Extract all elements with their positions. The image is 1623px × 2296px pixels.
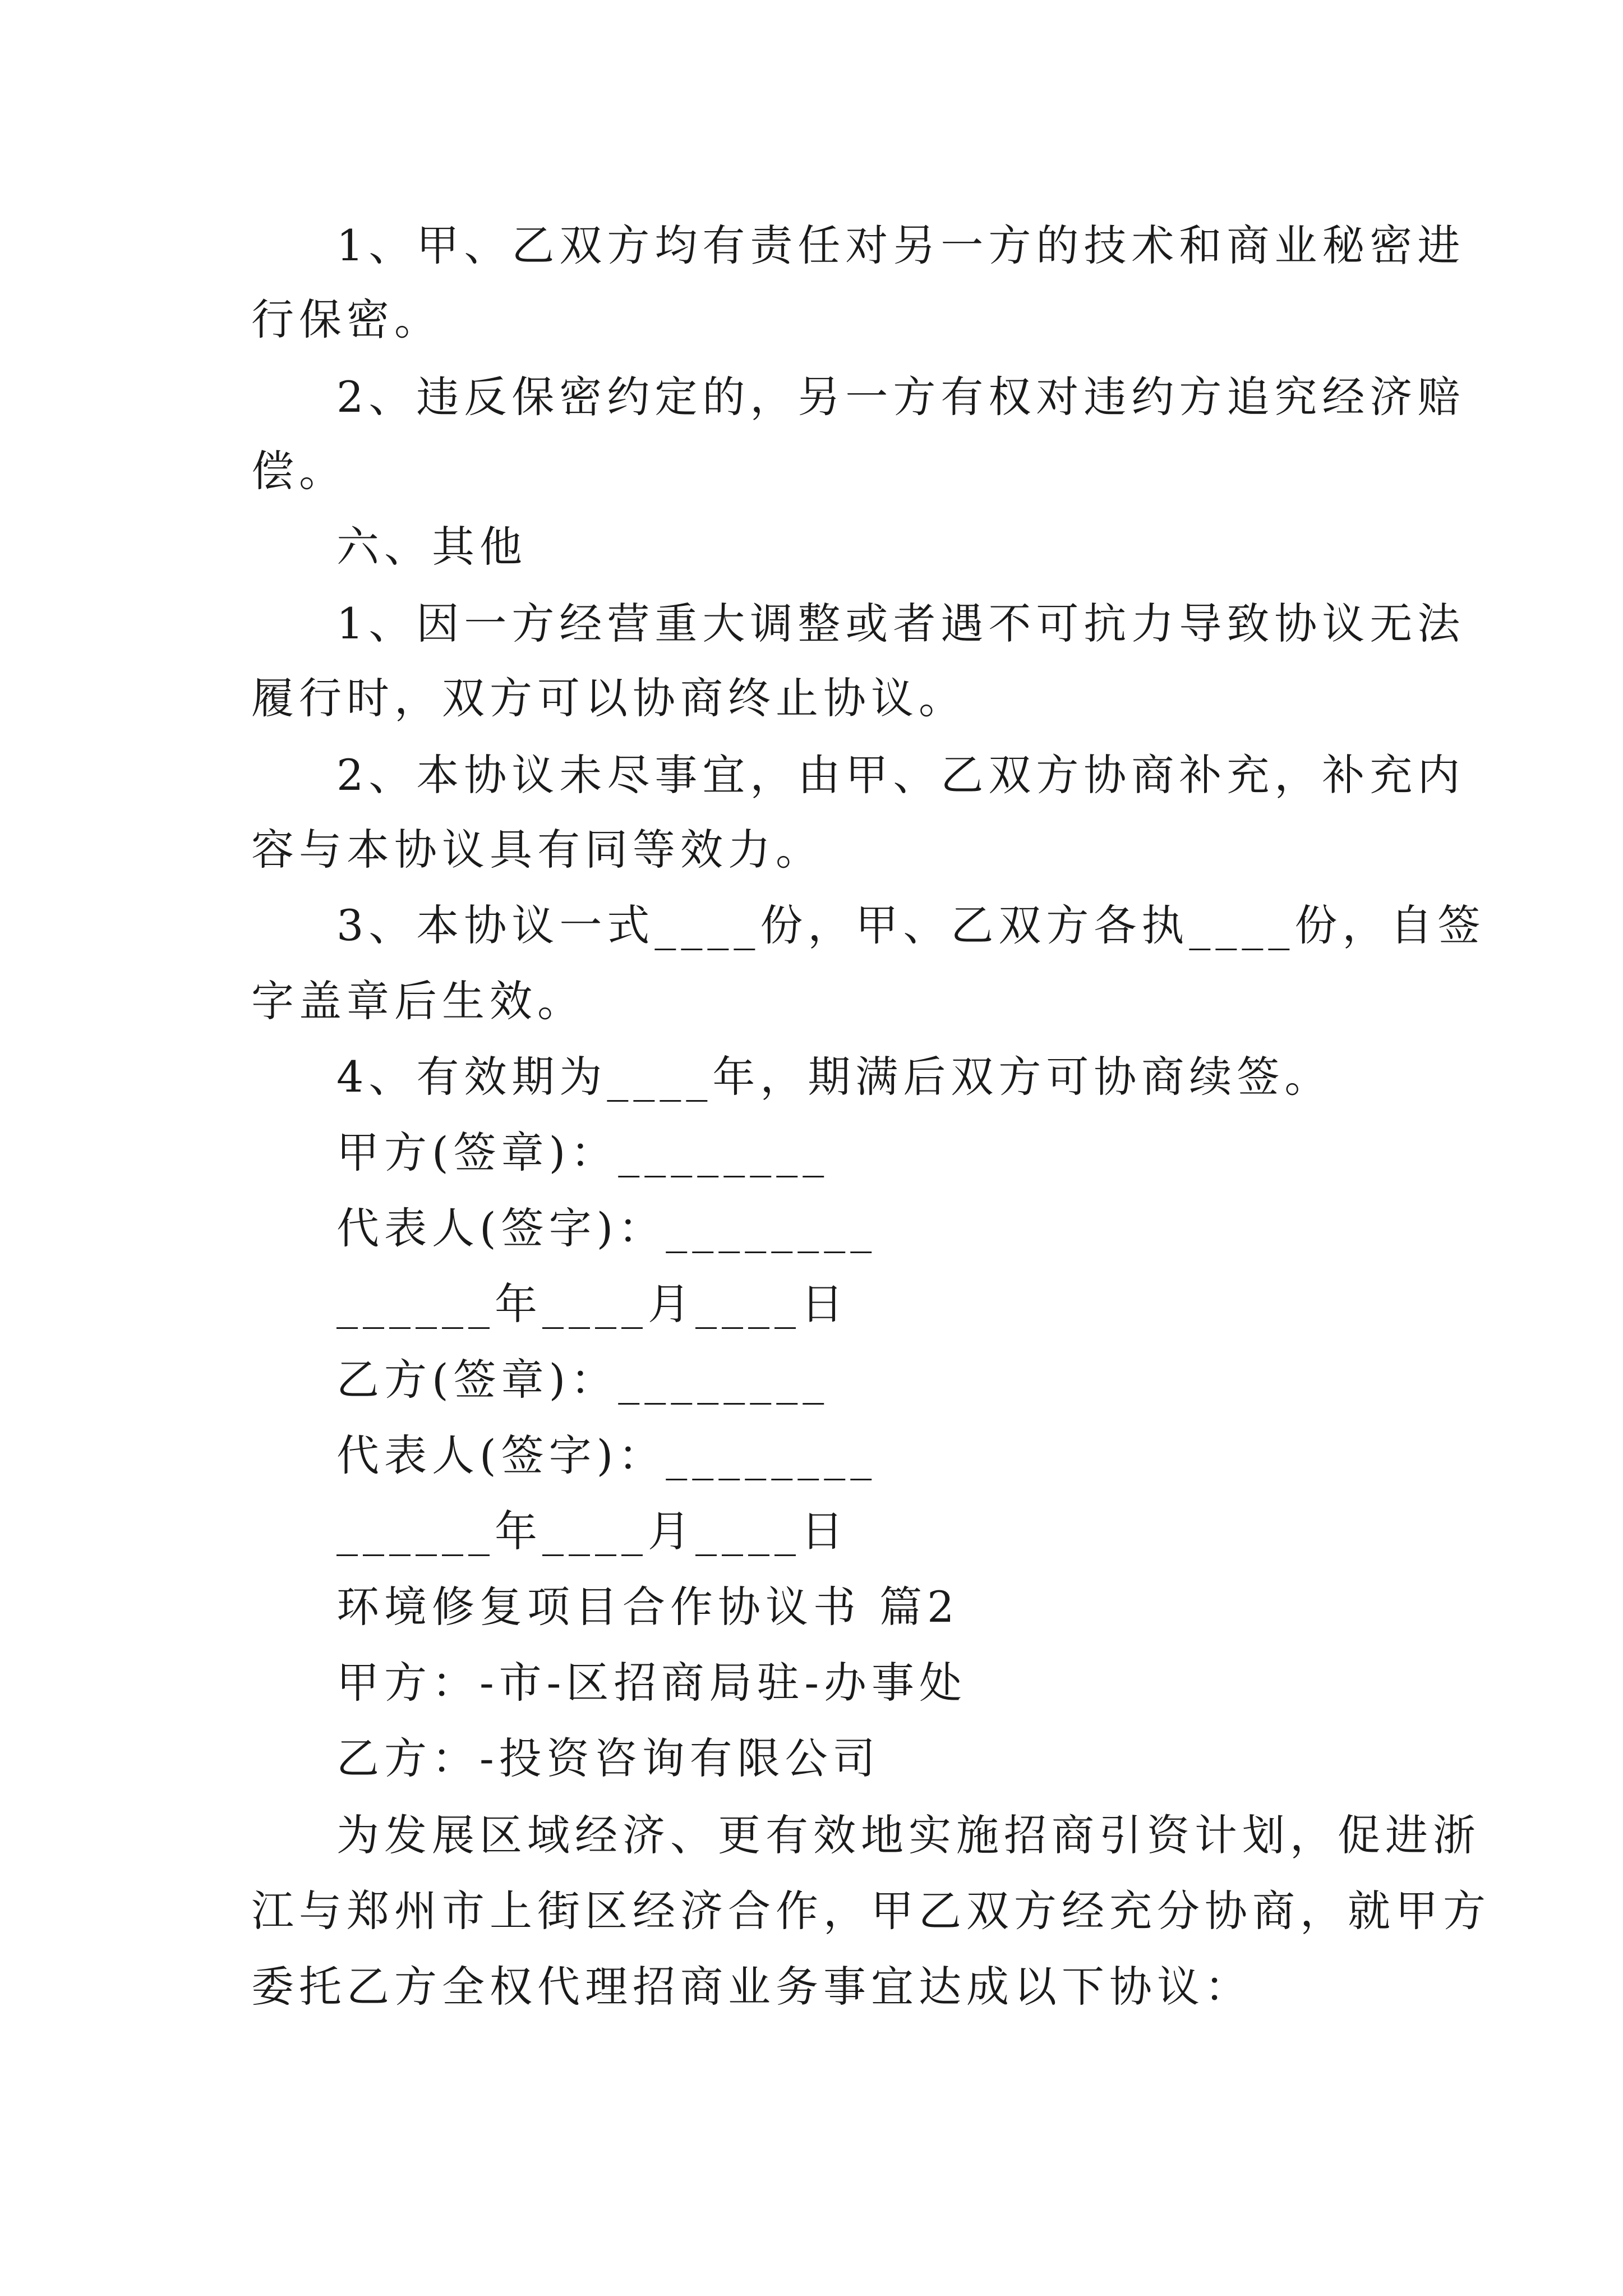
date-line-b: ______年____月____日 [336, 1506, 849, 1556]
section-heading: 六、其他 [336, 522, 527, 572]
paragraph-line: 4、有效期为____年，期满后双方可协商续签。 [336, 1052, 1332, 1102]
signature-line-representative-b: 代表人(签字)：________ [336, 1430, 877, 1480]
paragraph-line: 行保密。 [251, 295, 442, 344]
party-a-line: 甲方：-市-区招商局驻-办事处 [336, 1658, 967, 1708]
signature-line-party-a: 甲方(签章)：________ [336, 1128, 829, 1177]
paragraph-line: 字盖章后生效。 [251, 976, 585, 1026]
paragraph-line: 1、甲、乙双方均有责任对另一方的技术和商业秘密进 [336, 220, 1465, 270]
signature-line-representative-a: 代表人(签字)：________ [336, 1203, 877, 1253]
paragraph-line: 委托乙方全权代理招商业务事宜达成以下协议： [251, 1962, 1252, 2012]
paragraph-line: 3、本协议一式____份，甲、乙双方各执____份，自签 [336, 900, 1486, 950]
signature-line-party-b: 乙方(签章)：________ [336, 1355, 829, 1405]
date-line-a: ______年____月____日 [336, 1279, 849, 1329]
paragraph-line: 2、本协议未尽事宜，由甲、乙双方协商补充，补充内 [336, 750, 1465, 800]
paragraph-line: 偿。 [251, 446, 347, 496]
paragraph-line: 为发展区域经济、更有效地实施招商引资计划，促进浙 [336, 1810, 1481, 1860]
paragraph-line: 履行时，双方可以协商终止协议。 [251, 673, 966, 723]
paragraph-line: 容与本协议具有同等效力。 [251, 825, 823, 875]
document-title: 环境修复项目合作协议书 篇2 [336, 1582, 960, 1632]
party-b-line: 乙方：-投资咨询有限公司 [336, 1733, 880, 1783]
paragraph-line: 江与郑州市上街区经济合作，甲乙双方经充分协商，就甲方 [251, 1886, 1491, 1936]
paragraph-line: 2、违反保密约定的，另一方有权对违约方追究经济赔 [336, 372, 1465, 422]
paragraph-line: 1、因一方经营重大调整或者遇不可抗力导致协议无法 [336, 599, 1465, 648]
